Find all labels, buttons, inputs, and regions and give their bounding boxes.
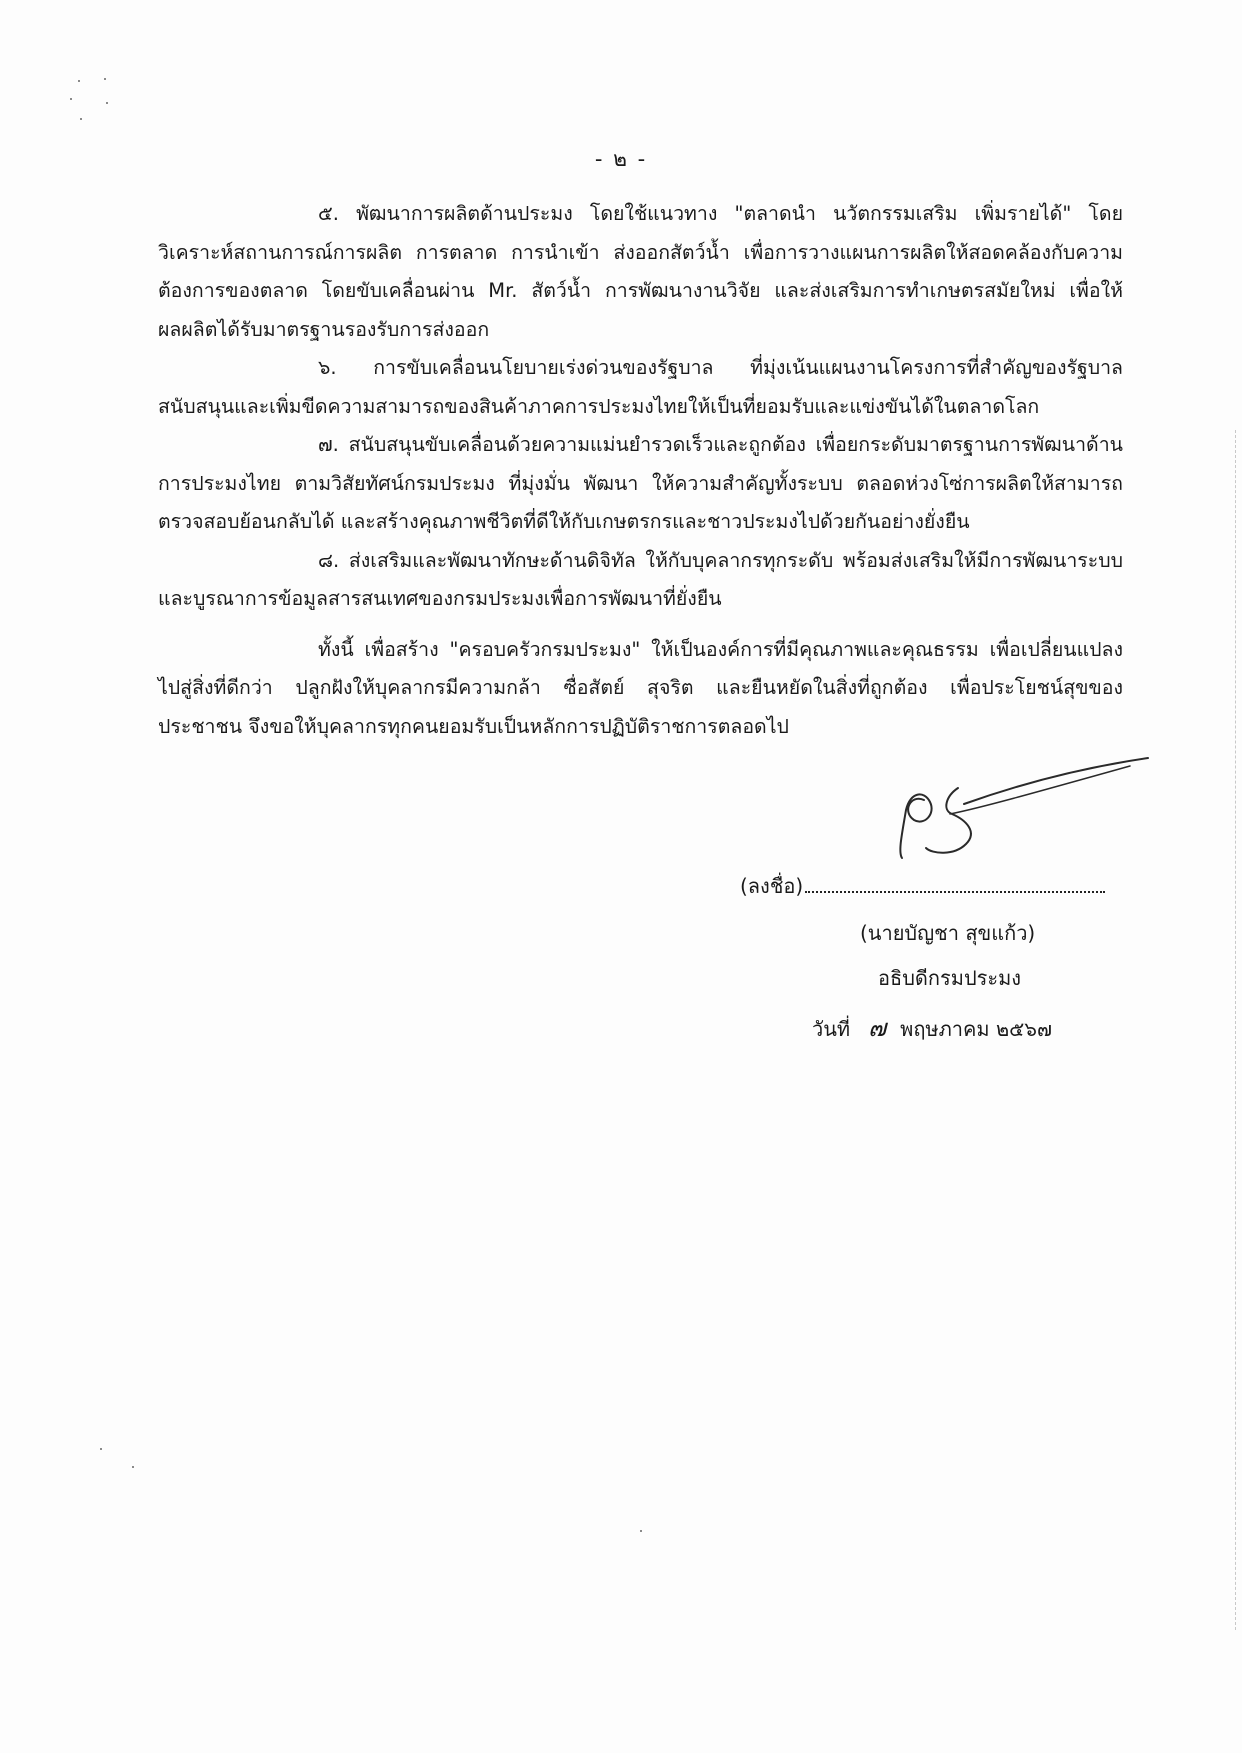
date-month-year: พฤษภาคม ๒๕๖๗ <box>900 1017 1053 1041</box>
signature-label: (ลงชื่อ) <box>740 874 804 898</box>
date-day: ๗ <box>868 1014 887 1042</box>
paragraph-item-8: ๘. ส่งเสริมและพัฒนาทักษะด้านดิจิทัล ให้กับบุคลากรทุกระดับ พร้อมส่งเสริมให้มีการพัฒนาระบบและบูรณาการข้อมูลสารสนเทศของกรมประมงเพื่อการพัฒนาที่ยั่งยืน <box>158 548 1123 610</box>
scan-speck <box>104 78 106 80</box>
paragraph-item-6: ๖. การขับเคลื่อนนโยบายเร่งด่วนของรัฐบาล ที่มุ่งเน้นแผนงานโครงการที่สำคัญของรัฐบาล สนับสนุนและเพิ่มขีดความสามารถของสินค้าภาคการประมงไทยให้เป็นที่ยอมรับและแข่งขันได้ในตลาดโลก <box>158 356 1123 418</box>
page-number: - ๒ - <box>594 147 648 171</box>
signature-date <box>812 1008 1052 1047</box>
date-prefix: วันที่ <box>812 1017 851 1041</box>
signature-line <box>740 870 1105 902</box>
paragraph-item-7: ๗. สนับสนุนขับเคลื่อนด้วยความแม่นยำรวดเร็วและถูกต้อง เพื่อยกระดับมาตรฐานการพัฒนาด้านการประมงไทย ตามวิสัยทัศน์กรมประมง ที่มุ่งมั่น พัฒนา ให้ความสำคัญทั้งระบบ ตลอดห่วงโซ่การผลิตให้สามารถตรวจสอบย้อนกลับได้ และสร้างคุณภาพชีวิตที่ดีให้กับเกษตรกรและชาวประมงไปด้วยกันอย่างยั่งยืน <box>158 433 1123 533</box>
scan-speck <box>70 98 72 100</box>
document-body <box>158 195 1123 746</box>
scan-speck <box>100 1448 102 1450</box>
signature-dotted-line <box>805 891 1105 893</box>
signatory-name: (นายบัญชา สุขแก้ว) <box>860 921 1036 945</box>
handwritten-signature <box>880 754 1180 884</box>
paragraph-item-5: ๕. พัฒนาการผลิตด้านประมง โดยใช้แนวทาง "ตลาดนำ นวัตกรรมเสริม เพิ่มรายได้" โดยวิเคราะห์สถานการณ์การผลิต การตลาด การนำเข้า ส่งออกสัตว์น้ำ เพื่อการวางแผนการผลิตให้สอดคล้องกับความต้องการของตลาด โดยขับเคลื่อนผ่าน Mr. สัตว์น้ำ การพัฒนางานวิจัย และส่งเสริมการทำเกษตรสมัยใหม่ เพื่อให้ผลผลิตได้รับมาตรฐานรองรับการส่งออก <box>158 202 1123 341</box>
scan-speck <box>132 1466 134 1468</box>
scan-speck <box>640 1530 642 1532</box>
closing-paragraph: ทั้งนี้ เพื่อสร้าง "ครอบครัวกรมประมง" ให้เป็นองค์การที่มีคุณภาพและคุณธรรม เพื่อเปลี่ยนแปลงไปสู่สิ่งที่ดีกว่า ปลูกฝังให้บุคลากรมีความกล้า ซื่อสัตย์ สุจริต และยืนหยัดในสิ่งที่ถูกต้อง เพื่อประโยชน์สุขของประชาชน จึงขอให้บุคลากรทุกคนยอมรับเป็นหลักการปฏิบัติราชการตลอดไป <box>158 637 1123 738</box>
signatory-position: อธิบดีกรมประมง <box>878 966 1022 990</box>
scan-edge <box>1234 430 1236 1630</box>
scan-speck <box>80 118 82 120</box>
scan-speck <box>106 102 108 104</box>
scan-speck <box>78 80 80 82</box>
